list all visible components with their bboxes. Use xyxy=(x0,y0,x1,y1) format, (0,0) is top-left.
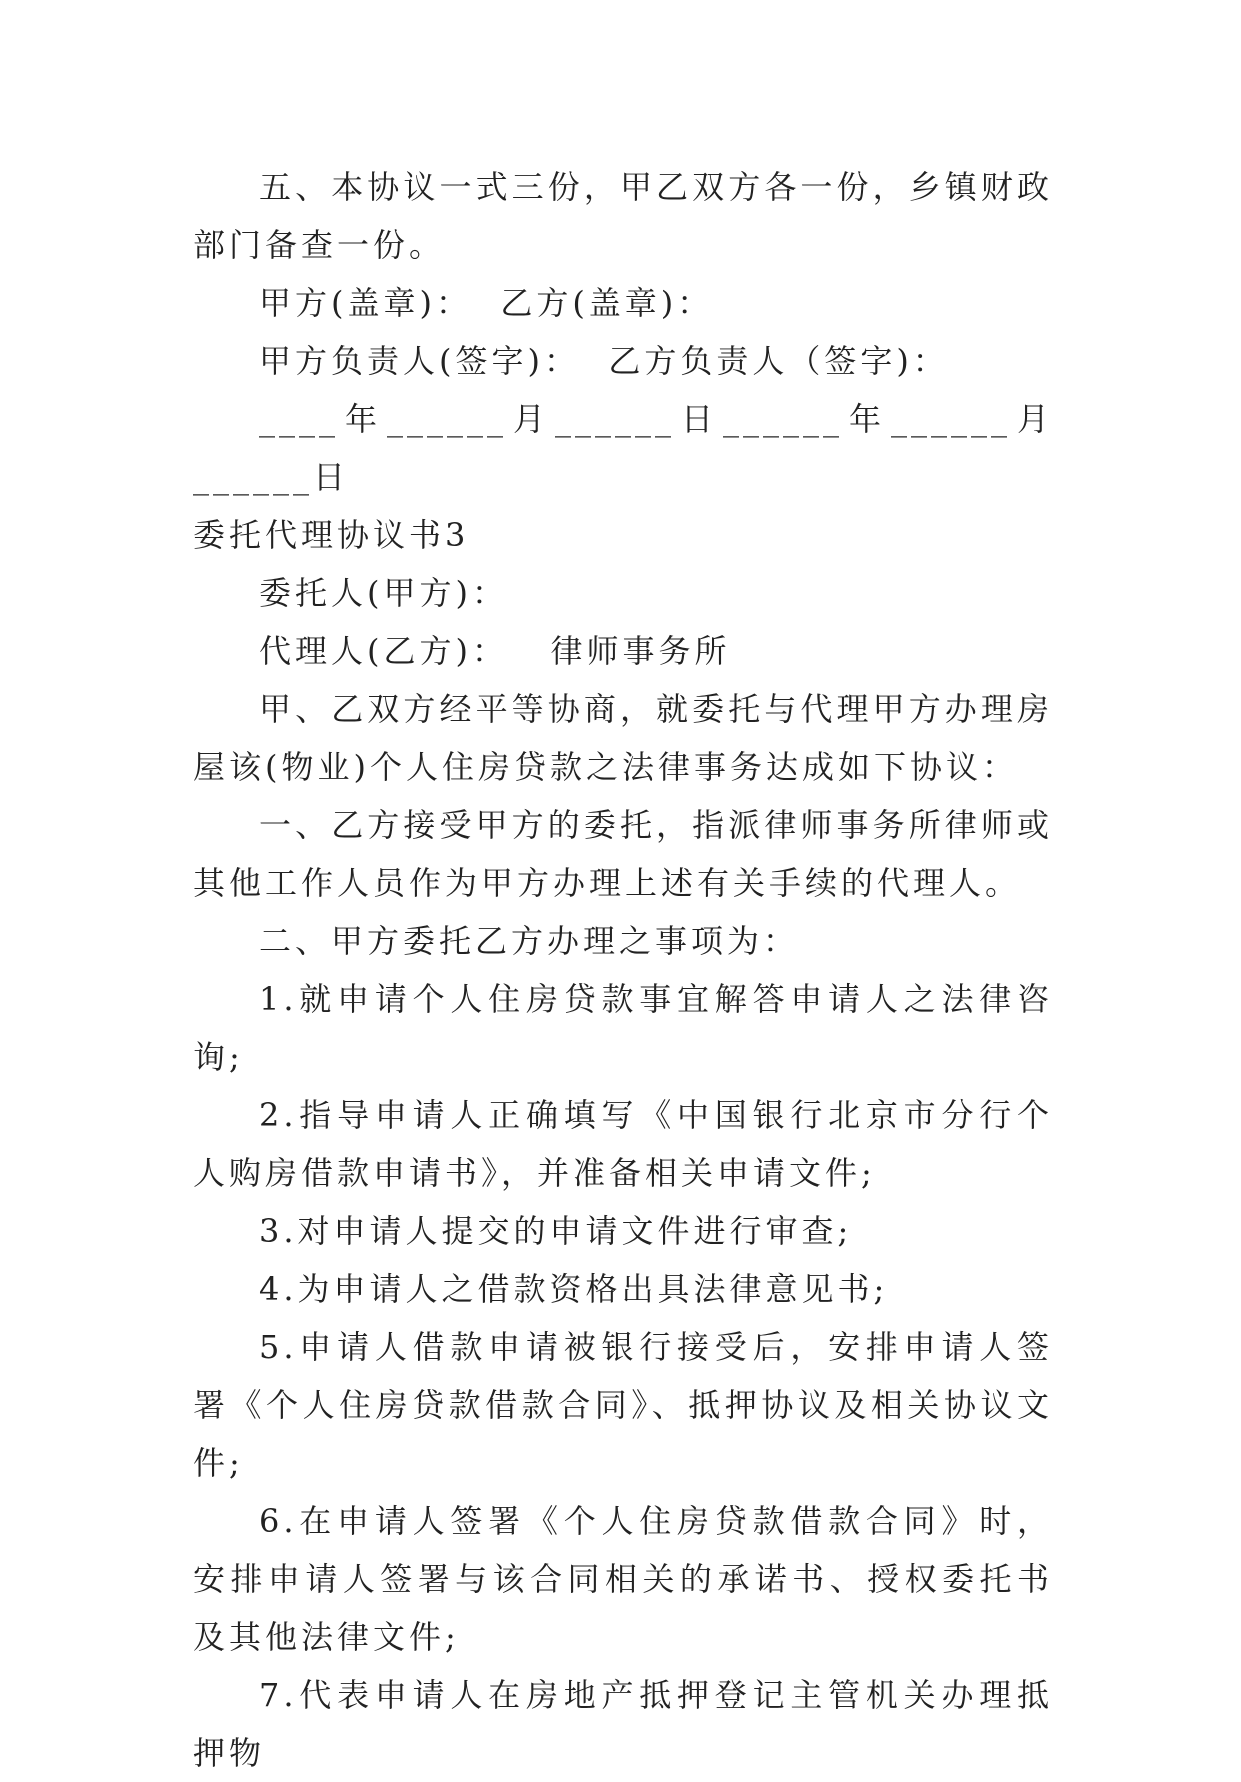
paragraph-agent: 代理人(乙方)： 律师事务所 xyxy=(259,632,731,670)
paragraph-preamble: 甲、乙双方经平等协商，就委托与代理甲方办理房屋该(物业)个人住房贷款之法律事务达成如下协议： xyxy=(193,690,1053,786)
paragraph-clause-one: 一、乙方接受甲方的委托，指派律师事务所律师或其他工作人员作为甲方办理上述有关手续的代理人。 xyxy=(193,806,1053,902)
paragraph-seal-line: 甲方(盖章)： 乙方(盖章)： xyxy=(259,284,714,322)
list-item-2: 2.指导申请人正确填写《中国银行北京市分行个人购房借款申请书》，并准备相关申请文件; xyxy=(193,1096,1053,1192)
list-item-4: 4.为申请人之借款资格出具法律意见书; xyxy=(259,1270,889,1308)
document-body xyxy=(193,158,1053,1782)
paragraph-clause-five: 五、本协议一式三份，甲乙双方各一份，乡镇财政部门备查一份。 xyxy=(193,168,1053,264)
paragraph-signature-line: 甲方负责人(签字)： 乙方负责人（签字)： xyxy=(259,342,949,380)
paragraph-clause-two: 二、甲方委托乙方办理之事项为： xyxy=(259,922,800,960)
list-item-3: 3.对申请人提交的申请文件进行审查; xyxy=(259,1212,853,1250)
section-title: 委托代理协议书3 xyxy=(193,516,470,554)
paragraph-date-line: ____年______月______日______年______月______日 xyxy=(193,400,1053,496)
list-item-1: 1.就申请个人住房贷款事宜解答申请人之法律咨询; xyxy=(193,980,1053,1076)
paragraph-principal: 委托人(甲方)： xyxy=(259,574,508,612)
list-item-6: 6.在申请人签署《个人住房贷款借款合同》时，安排申请人签署与该合同相关的承诺书、授权委托书及其他法律文件; xyxy=(193,1502,1053,1656)
list-item-5: 5.申请人借款申请被银行接受后，安排申请人签署《个人住房贷款借款合同》、抵押协议及相关协议文件; xyxy=(193,1328,1053,1482)
list-item-7: 7.代表申请人在房地产抵押登记主管机关办理抵押物 xyxy=(193,1676,1053,1772)
